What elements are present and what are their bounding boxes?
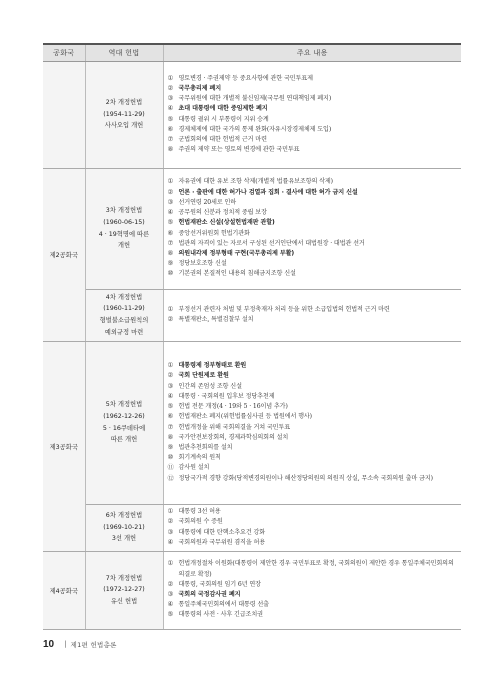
list-item [168,125,458,135]
list-item [168,94,458,104]
item-text: 헌법 전문 개정(4 · 19와 5 · 16이념 추가) [178,403,288,411]
item-text: 국회의원 수 증원 [178,518,223,526]
item-number: ③ [167,528,174,536]
list-item [168,145,458,155]
item-text: 기본권의 본질적인 내용의 침해금지조항 신설 [178,270,296,278]
list-item [168,188,458,198]
item-text: 감사원 설치 [178,464,210,472]
item-text: 회기계속의 원칙 [178,454,221,462]
history-line: 6차 개정헌법 [105,512,143,520]
content-cell [163,341,461,504]
history-line: 형벌불소급원칙의 [99,317,149,324]
item-number: ⑤ [167,219,174,227]
section-title: 제1편 헌법총론 [70,640,117,649]
history-cell [85,61,163,168]
item-number: ① [167,305,174,313]
item-text: 언론 · 출판에 대한 허가나 검열과 집회 · 결사에 대한 허가 금지 신설 [178,188,358,196]
list-item [168,590,458,600]
item-text: 대통령 3선 허용 [178,508,221,516]
item-number: ⑧ [167,249,174,257]
list-item [168,423,458,433]
item-number: ③ [167,591,174,598]
list-item [168,559,458,579]
era-cell: 제2공화국 [43,168,85,341]
item-number: ⑥ [167,229,174,237]
list-item [168,412,458,422]
item-text: 부정선거 관련자 처벌 및 부정축재자 처리 등을 위한 소급입법의 헌법적 근거 마련 [178,305,390,313]
list-item [168,443,458,453]
history-line: (1960-06-15) [103,218,145,226]
item-number: ② [167,316,174,323]
footer-separator: | [64,640,67,648]
table-row [43,168,461,289]
item-number: ⑨ [167,443,174,451]
item-number: ③ [167,198,174,206]
item-number: ① [167,74,174,82]
history-cell [85,504,163,551]
list-item [168,507,458,517]
list-item [168,208,458,218]
item-text: 국무위원에 대한 개별적 불신임제(국무원 연대책임제 폐지) [178,95,332,103]
item-number: ① [167,362,174,370]
list-item [168,315,458,325]
item-number: ③ [167,382,174,390]
era-cell: 제4공화국 [43,551,85,629]
item-number: ⑤ [167,115,174,123]
list-item [168,528,458,538]
table-row [43,341,461,504]
item-text: 대통령에 대한 탄핵소추요건 강화 [178,528,266,536]
list-item [168,218,458,228]
item-number: ② [167,372,174,380]
item-number: ④ [167,105,174,113]
list-item [168,135,458,145]
history-line: (1972-12-27) [103,586,145,594]
list-item [168,177,458,187]
item-number: ⑤ [167,403,174,411]
item-text: 법관의 자격이 있는 자로서 구성된 선거인단에서 대법원장 · 대법관 선거 [178,239,365,247]
item-text: 헌법재판소 신설(상설헌법재판 관할) [178,219,275,227]
item-text: 국회의원과 국무위원 겸직을 허용 [178,538,266,546]
item-text: 공무원의 신분과 정치적 중립 보장 [178,209,267,217]
history-line: 사사오입 개헌 [104,122,144,130]
list-item [168,104,458,114]
item-number: ④ [167,601,174,609]
item-number: ② [167,84,174,92]
list-item [168,600,458,610]
list-item [168,538,458,548]
history-cell [85,551,163,629]
history-line: (1969-10-21) [103,523,145,531]
item-text: 국회 단원제로 환원 [178,372,229,380]
item-text: 주권의 제약 또는 영토의 변경에 관한 국민투표 [178,146,300,154]
history-cell [85,168,163,289]
constitution-amendments-table [43,43,461,630]
history-line: (1960-11-29) [103,305,145,313]
list-item [168,580,458,590]
content-cell [163,61,461,168]
item-number: ⑧ [167,146,174,154]
content-cell [163,551,461,629]
table-row [43,504,461,551]
item-number: ⑦ [167,423,174,431]
list-item [168,229,458,239]
history-line: 개헌 [117,242,131,250]
item-text: 헌법개정절차 이원화(대통령이 제안한 경우 국민투표로 확정, 국회의원이 제안한 경우 통일주체국민회의의 의결로 확정) [178,560,454,578]
history-line: 2차 개정헌법 [105,99,143,107]
item-number: ⑩ [167,454,174,462]
item-text: 헌법개정을 위해 국회의결을 거쳐 국민투표 [178,423,291,431]
item-text: 의원내각제 정부형태 구현(국무총리제 부활) [178,249,295,257]
table-header-row [43,44,461,61]
item-number: ⑨ [167,260,174,268]
list-item [168,239,458,249]
item-number: ② [167,188,174,196]
history-cell [85,289,163,341]
history-line: 4차 개정헌법 [105,293,143,301]
era-cell: 제3공화국 [43,341,85,551]
table-row [43,289,461,341]
item-text: 법관추천회의를 설치 [178,443,233,451]
list-item [168,84,458,94]
item-number: ④ [167,392,174,400]
item-number: ⑫ [167,474,174,482]
table-row [43,61,461,168]
history-line: 예외규정 마련 [104,328,144,336]
history-line: 유신 헌법 [110,597,138,605]
item-number: ⑦ [167,135,174,143]
list-item [168,433,458,443]
item-number: ⑥ [167,125,174,133]
list-item [168,361,458,371]
content-cell [163,168,461,289]
item-text: 영토변경 · 주권제약 등 중요사항에 관한 국민투표제 [178,74,313,82]
item-text: 선거연령 20세로 인하 [178,198,237,206]
item-text: 통일주체국민회의에서 대통령 선출 [178,601,269,609]
item-text: 대통령 궐위 시 부통령이 지위 승계 [178,115,269,123]
item-number: ⑪ [167,464,174,472]
header-republic: 공화국 [43,44,85,61]
item-text: 국무총리제 폐지 [178,84,222,92]
item-number: ⑤ [167,611,174,619]
item-number: ④ [167,538,174,546]
item-number: ④ [167,209,174,217]
table-row [43,551,461,629]
list-item [168,382,458,392]
list-item [168,474,458,484]
list-item [168,371,458,381]
list-item [168,198,458,208]
era-cell [43,61,85,168]
item-number: ⑥ [167,413,174,421]
history-line: (1954-11-29) [103,110,145,118]
history-cell [85,341,163,504]
item-text: 자유권에 대한 유보 조항 삭제(개별적 법률유보조항의 삭제) [178,178,333,186]
item-number: ① [167,560,174,568]
list-item [168,517,458,527]
item-number: ① [167,178,174,186]
history-line: 5차 개정헌법 [105,401,143,409]
item-number: ① [167,508,174,516]
item-text: 인간의 존엄성 조항 신설 [178,382,242,390]
content-cell [163,504,461,551]
list-item [168,74,458,84]
item-text: 특별재판소, 특별검찰부 설치 [178,316,254,323]
page-footer [43,638,117,650]
list-item [168,259,458,269]
header-content: 주요 내용 [163,44,461,61]
item-text: 대통령, 국회의원 임기 6년 연장 [178,580,261,588]
item-number: ③ [167,95,174,103]
history-line: 3차 개정헌법 [105,207,143,215]
list-item [168,610,458,620]
item-text: 대통령 · 국회의원 입후보 정당추천제 [178,392,275,400]
list-item [168,453,458,463]
item-number: ② [167,518,174,526]
item-number: ② [167,580,174,588]
item-text: 군법회의에 대한 헌법적 근거 마련 [178,135,267,143]
item-text: 국회의 국정감사권 폐지 [178,591,241,598]
item-text: 헌법재판소 폐지(위헌법률심사권 등 법원에서 행사) [178,413,312,421]
history-line: 4 · 19혁명에 따른 [98,230,150,238]
history-line: (1962-12-26) [103,412,145,420]
item-number: ⑦ [167,239,174,247]
list-item [168,305,458,315]
content-cell [163,289,461,341]
item-text: 정당국가적 경향 강화(당적변경의원이나 해산정당의원의 의원직 상실, 무소속 국회의원 출마 금지) [178,474,433,482]
item-number: ⑩ [167,270,174,278]
header-history: 역대 헌법 [85,44,163,61]
item-text: 정당보호조항 신설 [178,260,227,268]
history-line: 7차 개정헌법 [105,574,143,582]
item-text: 대통령의 사전 · 사후 긴급조치권 [178,611,263,619]
list-item [168,249,458,259]
list-item [168,115,458,125]
item-text: 대통령제 정부형태로 환원 [178,362,247,370]
item-text: 중앙선거위원회 헌법기관화 [178,229,250,237]
list-item [168,402,458,412]
item-number: ⑧ [167,433,174,441]
history-line: 5 · 16쿠데타에 [102,424,146,432]
list-item [168,392,458,402]
history-line: 3선 개헌 [111,535,137,543]
item-text: 국가안전보장회의, 경제과학심의회의 설치 [178,433,289,441]
item-text: 초대 대통령에 대한 중임제한 폐지 [178,105,268,113]
list-item [168,269,458,279]
history-line: 따른 개헌 [110,436,138,444]
page-number: 10 [43,638,55,650]
list-item [168,463,458,473]
item-text: 경제체제에 대한 국가의 통제 완화(자유시장경제체제 도입) [178,125,332,133]
